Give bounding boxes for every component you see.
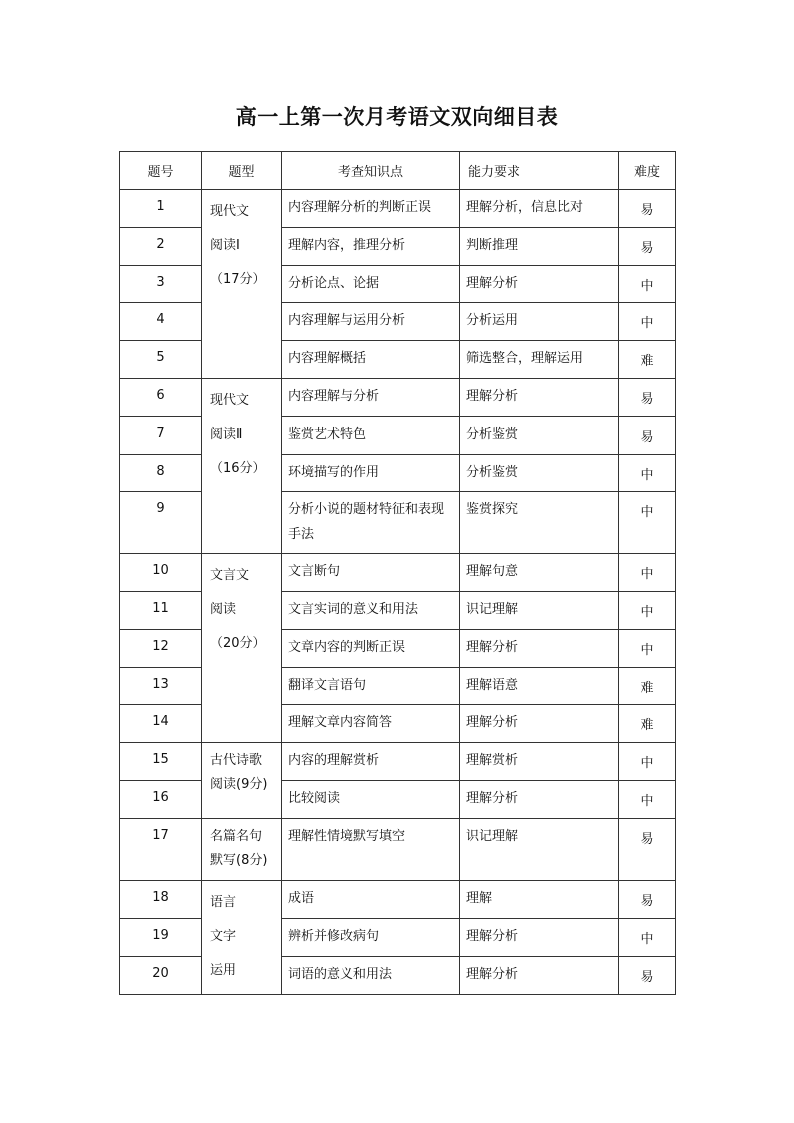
knowledge-point: 分析小说的题材特征和表现手法 — [282, 492, 460, 554]
ability-requirement: 理解赏析 — [460, 743, 619, 781]
difficulty-level: 中 — [619, 919, 676, 957]
question-number: 18 — [120, 881, 202, 919]
ability-requirement: 筛选整合，理解运用 — [460, 341, 619, 379]
question-number: 13 — [120, 668, 202, 705]
difficulty-level: 中 — [619, 554, 676, 592]
difficulty-level: 中 — [619, 592, 676, 630]
knowledge-point: 辨析并修改病句 — [282, 919, 460, 957]
question-number: 8 — [120, 455, 202, 492]
ability-requirement: 理解分析 — [460, 266, 619, 303]
knowledge-point: 词语的意义和用法 — [282, 957, 460, 995]
knowledge-point: 翻译文言语句 — [282, 668, 460, 705]
table-header-row — [120, 152, 676, 190]
question-number: 16 — [120, 781, 202, 819]
knowledge-point: 内容理解概括 — [282, 341, 460, 379]
difficulty-level: 难 — [619, 705, 676, 743]
knowledge-point: 文言实词的意义和用法 — [282, 592, 460, 630]
table-row — [120, 379, 676, 417]
question-number: 4 — [120, 303, 202, 341]
question-number: 17 — [120, 819, 202, 881]
knowledge-point: 内容的理解赏析 — [282, 743, 460, 781]
ability-requirement: 判断推理 — [460, 228, 619, 266]
difficulty-level: 难 — [619, 668, 676, 705]
ability-requirement: 理解分析 — [460, 630, 619, 668]
question-type — [202, 743, 282, 819]
knowledge-point: 文章内容的判断正误 — [282, 630, 460, 668]
question-number: 15 — [120, 743, 202, 781]
header-knowledge: 考查知识点 — [282, 152, 460, 190]
difficulty-level: 中 — [619, 743, 676, 781]
question-type-line: 阅读(9分) — [210, 777, 268, 792]
ability-requirement: 分析鉴赏 — [460, 417, 619, 455]
ability-requirement: 分析鉴赏 — [460, 455, 619, 492]
ability-requirement: 识记理解 — [460, 819, 619, 881]
question-number: 3 — [120, 266, 202, 303]
question-number: 11 — [120, 592, 202, 630]
question-type — [202, 819, 282, 881]
question-type-line: 阅读 — [210, 602, 237, 617]
ability-requirement: 理解分析 — [460, 781, 619, 819]
question-number: 14 — [120, 705, 202, 743]
question-type-line: （17分） — [210, 272, 266, 287]
question-type — [202, 554, 282, 743]
ability-requirement: 理解分析 — [460, 957, 619, 995]
knowledge-point: 环境描写的作用 — [282, 455, 460, 492]
question-type-line: 运用 — [210, 963, 237, 978]
question-type-line: 古代诗歌 — [210, 753, 263, 768]
knowledge-point: 理解性情境默写填空 — [282, 819, 460, 881]
difficulty-level: 中 — [619, 266, 676, 303]
question-number: 7 — [120, 417, 202, 455]
table-row — [120, 190, 676, 228]
ability-requirement: 理解分析 — [460, 919, 619, 957]
knowledge-point: 内容理解与运用分析 — [282, 303, 460, 341]
ability-requirement: 识记理解 — [460, 592, 619, 630]
ability-requirement: 理解语意 — [460, 668, 619, 705]
question-type-line: 阅读Ⅱ — [210, 427, 243, 442]
table-row — [120, 881, 676, 919]
question-number: 2 — [120, 228, 202, 266]
question-type-line: 文言文 — [210, 568, 250, 583]
spec-table — [119, 151, 676, 995]
knowledge-point: 比较阅读 — [282, 781, 460, 819]
knowledge-point: 理解内容，推理分析 — [282, 228, 460, 266]
ability-requirement: 理解分析，信息比对 — [460, 190, 619, 228]
difficulty-level: 易 — [619, 190, 676, 228]
question-number: 5 — [120, 341, 202, 379]
table-body — [120, 190, 676, 995]
difficulty-level: 中 — [619, 303, 676, 341]
knowledge-point: 分析论点、论据 — [282, 266, 460, 303]
header-number: 题号 — [120, 152, 202, 190]
header-type: 题型 — [202, 152, 282, 190]
table-row — [120, 819, 676, 881]
difficulty-level: 易 — [619, 881, 676, 919]
ability-requirement: 理解分析 — [460, 705, 619, 743]
question-number: 6 — [120, 379, 202, 417]
question-type-line: 名篇名句 — [210, 829, 263, 844]
difficulty-level: 易 — [619, 957, 676, 995]
knowledge-point: 内容理解分析的判断正误 — [282, 190, 460, 228]
difficulty-level: 易 — [619, 819, 676, 881]
ability-requirement: 鉴赏探究 — [460, 492, 619, 554]
question-type-line: 阅读Ⅰ — [210, 238, 240, 253]
question-number: 20 — [120, 957, 202, 995]
question-type-line: 语言 — [210, 895, 237, 910]
difficulty-level: 易 — [619, 417, 676, 455]
question-type-line: 文字 — [210, 929, 237, 944]
header-ability: 能力要求 — [460, 152, 619, 190]
question-type-line: （16分） — [210, 461, 266, 476]
question-number: 1 — [120, 190, 202, 228]
question-number: 9 — [120, 492, 202, 554]
difficulty-level: 易 — [619, 379, 676, 417]
knowledge-point: 成语 — [282, 881, 460, 919]
table-row — [120, 554, 676, 592]
difficulty-level: 易 — [619, 228, 676, 266]
question-type — [202, 379, 282, 554]
difficulty-level: 难 — [619, 341, 676, 379]
header-difficulty: 难度 — [619, 152, 676, 190]
ability-requirement: 分析运用 — [460, 303, 619, 341]
question-number: 19 — [120, 919, 202, 957]
knowledge-point: 鉴赏艺术特色 — [282, 417, 460, 455]
question-type-line: 现代文 — [210, 393, 250, 408]
page-title: 高一上第一次月考语文双向细目表 — [235, 105, 559, 129]
question-number: 12 — [120, 630, 202, 668]
question-type-line: 现代文 — [210, 204, 250, 219]
difficulty-level: 中 — [619, 455, 676, 492]
question-number: 10 — [120, 554, 202, 592]
ability-requirement: 理解句意 — [460, 554, 619, 592]
difficulty-level: 中 — [619, 492, 676, 554]
table-row — [120, 743, 676, 781]
difficulty-level: 中 — [619, 630, 676, 668]
question-type-line: 默写(8分) — [210, 853, 268, 868]
knowledge-point: 内容理解与分析 — [282, 379, 460, 417]
knowledge-point: 理解文章内容简答 — [282, 705, 460, 743]
ability-requirement: 理解分析 — [460, 379, 619, 417]
question-type-line: （20分） — [210, 636, 266, 651]
question-type — [202, 190, 282, 379]
ability-requirement: 理解 — [460, 881, 619, 919]
knowledge-point: 文言断句 — [282, 554, 460, 592]
difficulty-level: 中 — [619, 781, 676, 819]
question-type — [202, 881, 282, 995]
